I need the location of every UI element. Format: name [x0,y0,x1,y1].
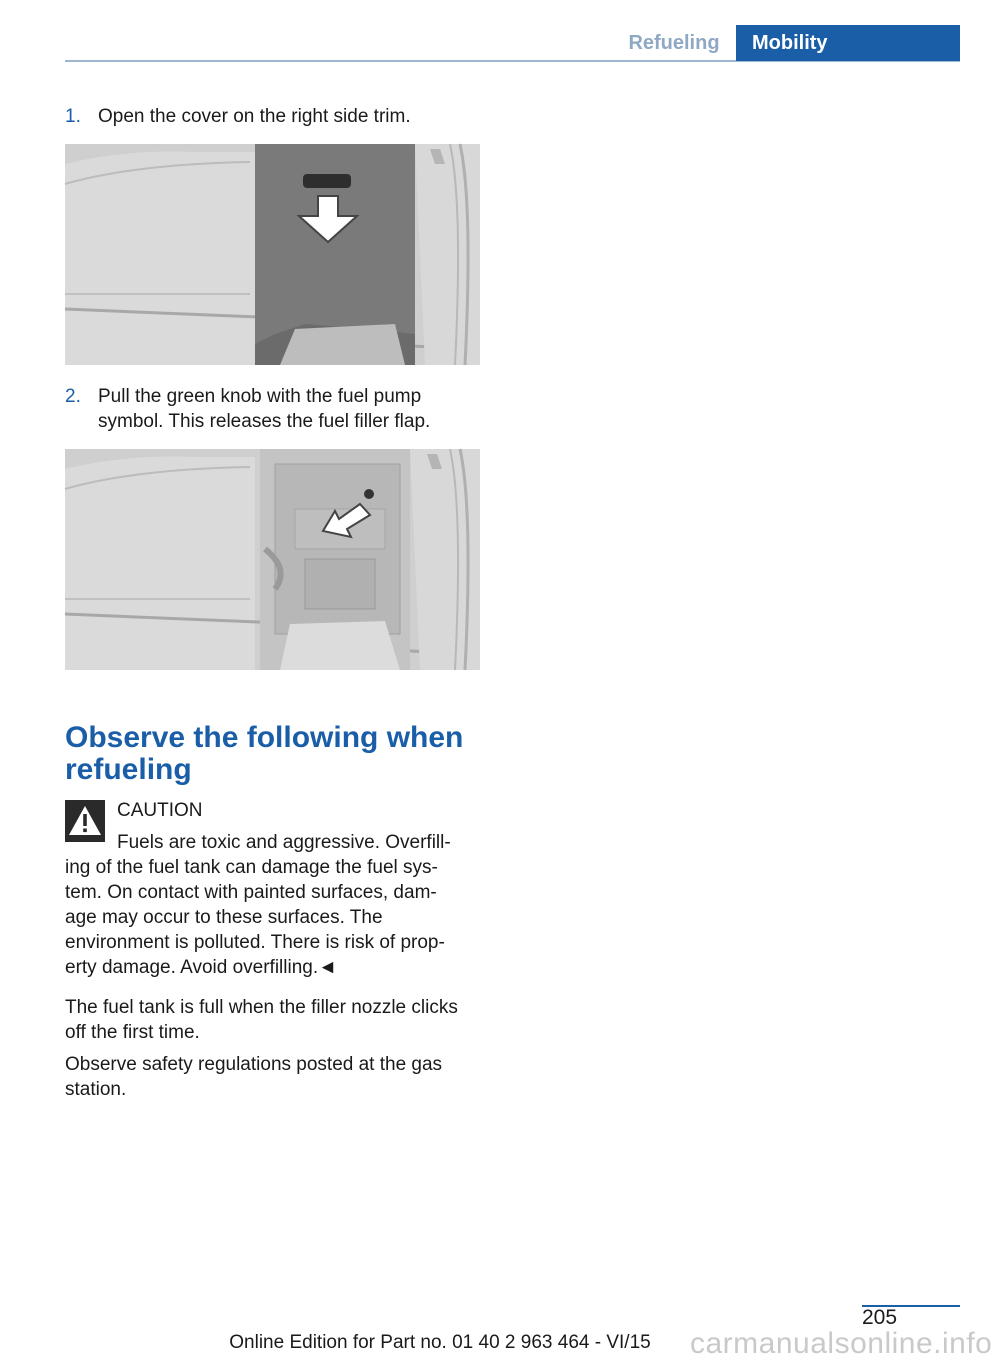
header-section-tab[interactable]: Refueling [628,31,720,54]
caution-text [65,855,480,980]
caution-label: CAUTION [117,800,203,821]
step-2 [65,384,480,434]
step-text: Open the cover on the right side trim. [98,106,411,127]
paragraph-tank-full [65,995,485,1045]
header-chapter-tab[interactable]: Mobility [736,25,960,61]
figure-green-knob [65,449,480,670]
paragraph-safety [65,1052,485,1102]
paragraph-line: The fuel tank is full when the filler nozzle clicks [65,997,458,1018]
step-number: 2. [65,386,81,407]
caution-text-line: tem. On contact with painted surfaces, dam- [65,882,437,903]
caution-text-line: erty damage. Avoid overfilling.◄ [65,957,337,978]
watermark: carmanualsonline.info [690,1327,992,1360]
step-text-line: symbol. This releases the fuel filler flap. [98,411,431,432]
warning-triangle-icon [65,800,105,842]
caution-text-line: age may occur to these surfaces. The [65,907,383,928]
page-number: 205 [862,1306,898,1329]
caution-text-line: Fuels are toxic and aggressive. Overfill- [117,832,451,853]
paragraph-line: off the first time. [65,1022,200,1043]
step-text-line: Pull the green knob with the fuel pump [98,386,422,407]
caution-text-line: ing of the fuel tank can damage the fuel sys- [65,857,438,878]
paragraph-line: station. [65,1079,127,1100]
heading-line: Observe the following when [65,721,464,754]
footer-text: Online Edition for Part no. 01 40 2 963 464 - VI/15 [229,1332,651,1353]
section-heading [65,722,480,786]
figure-side-trim-cover [65,144,480,365]
step-number: 1. [65,106,81,127]
step-1 [65,104,480,129]
heading-line: refueling [65,753,192,786]
caution-text-line: environment is polluted. There is risk of prop- [65,932,445,953]
paragraph-line: Observe safety regulations posted at the gas [65,1054,443,1075]
